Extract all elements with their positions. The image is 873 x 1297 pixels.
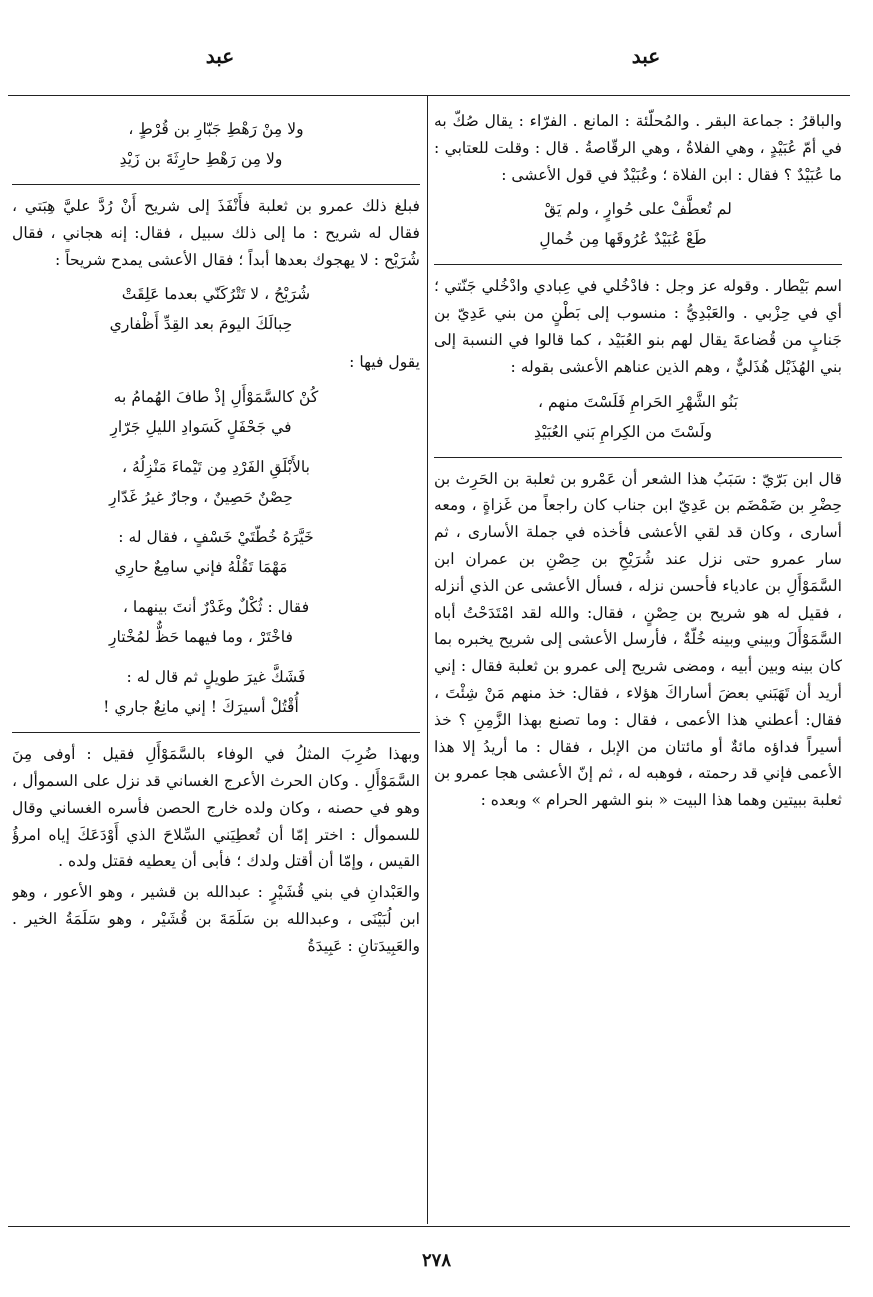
left-column	[12, 108, 420, 1220]
verse-line: مَهْمَا تَقُلْهُ فإني سامِعٌ حارِي	[114, 558, 288, 577]
verse-line: ولا مِن رَهْطِ حارِثَةَ بن زَيْدِ	[119, 150, 283, 168]
separator-rule	[12, 184, 420, 185]
running-header-left: عبد	[205, 44, 235, 68]
verse-line: شُرَيْحُ ، لا تَتْرُكَنّي بعدما عَلِقَتْ	[121, 285, 311, 304]
verse-line: حِبالَكَ اليومَ بعد القِدِّ أَظْفاري	[109, 315, 293, 334]
verse-line: فَشَكَّ غيرَ طويلٍ ثم قال له :	[126, 668, 306, 687]
paragraph: وبهذا ضُرِبَ المثلُ في الوفاء بالسَّمَوْأَلِ فقيل : أوفى مِنَ السَّمَوْأَلِ . وكان الحرث الأعرج الغساني قد نزل على السموأل ، وهو في حصنه ، وكان ولده خارج الحصن فأسره الغساني وقال للسموأل : اختر إمّا أن تُعطِيَني السِّلاحَ الذي أَوْدَعَكَ إياه امرؤُ القيس ، وإمّا أن أقتل ولدك ؛ فأبى أن يعطيه فقتل ولده .	[12, 745, 420, 871]
verse	[12, 279, 420, 339]
running-header-right: عبد	[631, 44, 661, 68]
verse	[12, 592, 420, 652]
paragraph: اسم بَيْطار . وقوله عز وجل : فادْخُلي في عِبادي وادْخُلي جَنّتي ؛ أي في حِزْبي . والعَبْدِيُّ : منسوب إلى بَطْنٍ من بني عَدِيّ بن جَنابٍ من قُضاعةَ يقال لهم بنو العُبَيْد ، كما قالوا في النسبة إلى بني الهُذَيْل هُذَليٌّ ، وهم الذين عناهم الأعشى بقوله :	[434, 277, 842, 376]
verse	[434, 194, 842, 254]
separator-rule	[12, 732, 420, 733]
verse-line: بالأَبْلَقِ الفَرْدِ مِن تَيْماءَ مَنْزِلُهُ ،	[122, 458, 310, 477]
paragraph: فبلغ ذلك عمرو بن ثعلبة فأَنْفَذَ إلى شريح أَنْ رُدَّ عليَّ هِبَتي ، فقال له شريح : ما إلى ذلك سبيل ، فقال: إنه هجاني ، فقال شُرَيْح : لا يهجوك بعدها أبداً ؛ فقال الأعشى يمدح شريحاً :	[12, 197, 420, 269]
verse-line: فاخْتَرْ ، وما فيهما حَظٌّ لمُخْتارِ	[109, 628, 293, 647]
verse-line: كُنْ كالسَّمَوْأَلِ إذْ طافَ الهُمامُ به	[113, 388, 319, 407]
verse	[12, 662, 420, 722]
verse-line: ولا مِنْ رَهْطِ جَبّارِ بن قُرْطٍ ،	[128, 120, 304, 138]
verse-line: طَعْ عُبَيْدٌ عُرُوقَها مِن خُمالِ	[539, 230, 707, 249]
paragraph: والعَبْدانِ في بني قُشَيْرٍ : عبدالله بن قشير ، وهو الأعور ، وهو ابن لُبَيْنَى ، وعبدالله بن سَلَمَةَ بن قُشَيْر ، وهو سَلَمَةُ الخير . والعَبِيدَتانِ : عَبِيدَةُ	[12, 883, 420, 955]
top-rule	[8, 95, 850, 96]
verse-line: خَيَّرَهُ خُطّتَيْ خَسْفٍ ، فقال له :	[118, 528, 314, 547]
verse	[12, 382, 420, 442]
verse-line: فقال : ثُكْلٌ وغَدْرٌ أنتَ بينهما ،	[122, 598, 310, 617]
paragraph: والباقرُ : جماعة البقر . والمُحلّئة : المانع . الفرّاء : يقال صُكّ به في أمّ عُبَيْدٍ ، وهي الفلاةُ ، وهي الرقّاصةُ . قال : وقلت للعتابي : ما عُبَيْدٌ ؟ فقال : ابن الفلاة ؛ وعُبَيْدٌ في قول الأعشى :	[434, 112, 842, 184]
verse-line: أُقْتُلْ أسيرَكَ ! إني مانِعٌ جاري !	[103, 698, 299, 717]
verse-line: بَنُو الشَّهْرِ الحَرامِ فَلَسْتَ منهم ،	[538, 392, 738, 411]
page-number: ٢٧٨	[421, 1250, 451, 1271]
right-column	[434, 108, 842, 1220]
verse-line: لم تُعطَّفْ على حُوارٍ ، ولم يَقْ	[544, 200, 732, 219]
separator-rule	[434, 264, 842, 265]
verse-line: حِصْنٌ حَصِينٌ ، وجارٌ غيرُ غَدّارِ	[109, 488, 293, 507]
verse-line: في جَحْفَلٍ كَسَوادِ الليلِ جَرّارِ	[110, 418, 292, 437]
bottom-rule	[8, 1226, 850, 1227]
paragraph: قال ابن بَرّيّ : سَبَبُ هذا الشعر أن عَمْرو بن ثعلبة بن الحَرِث بن حِضْرِ بن ضَمْضَم بن عَدِيّ ابن جناب كان راجعاً من غَزاةٍ ، ومعه أسارى ، وكان قد لقي الأعشى فأخذه في جملة الأسارى ، ثم سار عمرو حتى نزل عند شُرَيْحِ بن حِصْنِ بن عمران ابن السَّمَوْأَلِ بن عادياء فأحسن نزله ، فسأل الأعشى عن الذي أنزله ، فقيل له هو شريح بن حِصْنٍ ، فقال: والله لقد امْتَدَحْتُ أباه السَّمَوْأَلَ وبيني وبينه خُلّةٌ ، فأرسل الأعشى إلى شريح يخبره بما كان بينه وبين أبيه ، ومضى شريح إلى عمرو بن ثعلبة فقال : إني أريد أن تَهَبَني بعضَ أساراكَ هؤلاء ، فقال: خذ منهم مَنْ شِئْتَ ، فقال: أعطني هذا الأعمى ، فقال : وما تصنع بهذا الزَّمِنِ ؟ خذ أسيراً فداؤه مائةٌ أو مائتان من الإبل ، فقال : ما أريدُ إلا هذا الأعمى فإني قد رحمته ، فوهبه له ، ثم إنّ الأعشى هجا عمرو بن ثعلبة ببيتين وهما هذا البيت « بنو الشهر الحرام » وبعده :	[434, 469, 842, 810]
column-divider	[427, 96, 428, 1224]
verse-line: ولَسْتَ من الكِرامِ بَني العُبَيْدِ	[533, 422, 713, 441]
verse	[434, 387, 842, 447]
paragraph: يقول فيها :	[349, 353, 420, 372]
separator-rule	[434, 457, 842, 458]
verse	[12, 114, 420, 174]
verse	[12, 452, 420, 512]
verse	[12, 522, 420, 582]
